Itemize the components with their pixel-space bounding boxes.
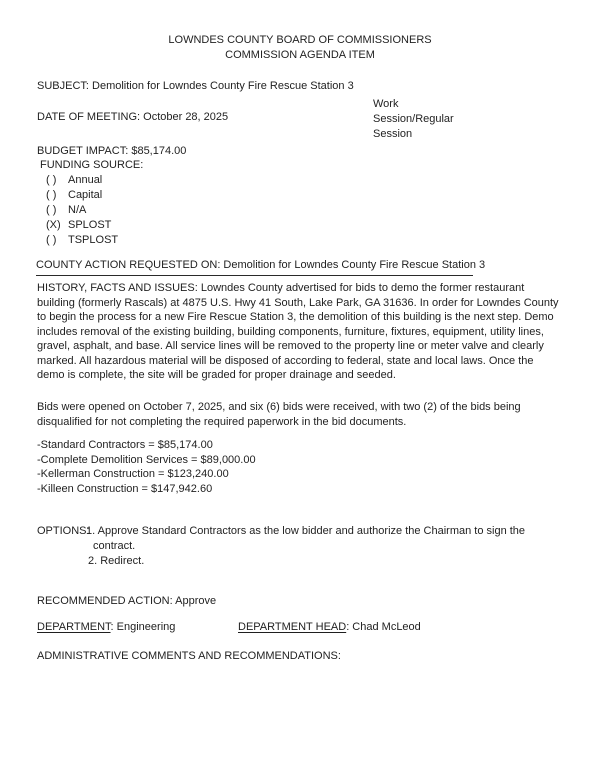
funding-option-na [46, 203, 118, 218]
funding-option-tsplost [46, 233, 118, 248]
department-line [37, 620, 175, 635]
option-line-1: 1. Approve Standard Contractors as the low bidder and authorize the Chairman to sign the [86, 525, 526, 537]
funding-option-label: N/A [68, 204, 87, 216]
funding-option-capital [46, 188, 118, 203]
session-type-line: Work [373, 98, 399, 110]
checkbox-mark: ( ) [46, 204, 57, 216]
checkbox-mark: ( ) [46, 174, 57, 186]
administrative-comments-line: ADMINISTRATIVE COMMENTS AND RECOMMENDATIONS: [37, 650, 341, 662]
department-head-value: : Chad McLeod [346, 621, 421, 633]
session-type-line: Session [373, 128, 413, 140]
bids-summary-paragraph: Bids were opened on October 7, 2025, and six (6) bids were received, with two (2) of the bids being disqualified for not completing the required paperwork in the bid documents. [37, 401, 521, 428]
bid-list [37, 438, 256, 496]
bid-list-item: -Standard Contractors = $85,174.00 [37, 439, 213, 451]
document-header [0, 33, 600, 63]
checkbox-mark: ( ) [46, 234, 57, 246]
funding-option-label: Annual [68, 174, 103, 186]
subject-line: SUBJECT: Demolition for Lowndes County Fire Rescue Station 3 [37, 80, 354, 92]
funding-option-splost [46, 218, 118, 233]
department-head-line [238, 620, 421, 635]
department-head-label: DEPARTMENT HEAD [238, 621, 347, 633]
option-line-2: 2. Redirect. [88, 555, 145, 567]
bid-list-item: -Killeen Construction = $147,942.60 [37, 482, 213, 495]
session-type-block [373, 97, 454, 142]
department-value: : Engineering [110, 621, 176, 633]
funding-option-label: SPLOST [68, 219, 112, 231]
county-action-underlined-text: COUNTY ACTION REQUESTED ON: Demolition for Lowndes County Fire Rescue Station 3 [36, 258, 473, 276]
county-action-requested-line [36, 258, 486, 276]
bid-list-item: -Complete Demolition Services = $89,000.00 [37, 453, 256, 466]
funding-option-label: Capital [68, 189, 103, 201]
header-line-2: COMMISSION AGENDA ITEM [225, 49, 375, 61]
date-of-meeting-line: DATE OF MEETING: October 28, 2025 [37, 111, 229, 123]
funding-source-label: FUNDING SOURCE: [40, 159, 144, 171]
recommended-action-line: RECOMMENDED ACTION: Approve [37, 595, 217, 607]
checkbox-mark-checked: (X) [46, 219, 61, 231]
funding-option-annual [46, 173, 118, 188]
session-type-line: Session/Regular [373, 113, 454, 125]
funding-option-label: TSPLOST [68, 234, 119, 246]
bid-list-item: -Kellerman Construction = $123,240.00 [37, 468, 229, 481]
header-line-1: LOWNDES COUNTY BOARD OF COMMISSIONERS [168, 34, 432, 46]
options-label: OPTIONS: [37, 525, 90, 537]
option-line-1-continuation: contract. [93, 540, 136, 552]
funding-source-options [46, 173, 118, 248]
history-facts-issues-paragraph: HISTORY, FACTS AND ISSUES: Lowndes County advertised for bids to demo the former restaurant building (formerly Rascals) at 4875 U.S. Hwy 41 South, Lake Park, GA 31636. In order for Lowndes County to begin the process for a new Fire Rescue Station 3, the demolition of this building is the next step. Demo includes removal of the existing building, building components, furniture, fixtures, equipment, utility lines, gravel, asphalt, and base. All service lines will be removed to the property line or meter valve and clearly marked. All hazardous material will be disposed of according to federal, state and local laws. Once the demo is complete, the site will be graded for proper drainage and seeded. [37, 282, 559, 381]
checkbox-mark: ( ) [46, 189, 57, 201]
budget-impact-line: BUDGET IMPACT: $85,174.00 [37, 145, 187, 157]
department-label: DEPARTMENT [37, 621, 111, 633]
